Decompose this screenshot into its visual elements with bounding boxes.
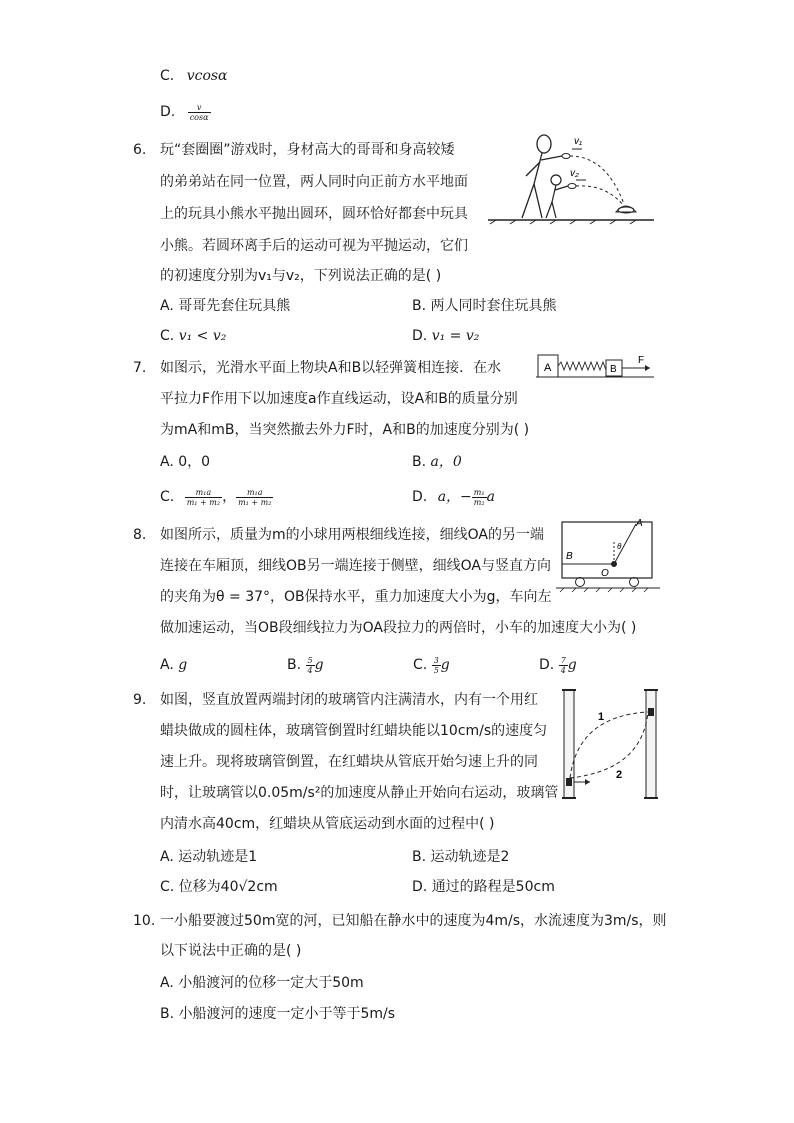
- short-brother-figure: [546, 175, 568, 218]
- q6-option-d: [412, 326, 479, 346]
- velocity-arrowhead: [585, 779, 590, 785]
- label-b: B: [566, 551, 573, 562]
- option-label: D.: [412, 879, 428, 895]
- option-text: g: [178, 657, 188, 673]
- q9-number: 9.: [133, 692, 147, 708]
- label-a: A: [636, 518, 643, 529]
- option-text: 小船渡河的位移一定大于50m: [178, 975, 364, 991]
- q8-option-c: [413, 655, 450, 675]
- option-label: B.: [412, 298, 427, 314]
- q9-option-c: [160, 877, 278, 897]
- option-text: g: [314, 657, 324, 673]
- ring-high: [562, 154, 570, 159]
- q6-option-b: [412, 296, 557, 316]
- option-text: 运动轨迹是2: [430, 849, 510, 865]
- option-separator: ，: [222, 489, 237, 505]
- tube-right: [646, 690, 656, 798]
- q8-option-d: [539, 655, 577, 675]
- option-label: D.: [160, 104, 176, 120]
- fraction-numerator: v: [188, 103, 211, 113]
- q8-line: 的夹角为θ = 37°，OB保持水平，重力加速度大小为g，车向左: [160, 589, 552, 605]
- q8-line: 如图所示，质量为m的小球用两根细线连接，细线OA的另一端: [160, 527, 544, 543]
- label-block-b: B: [610, 364, 617, 375]
- fraction-denominator: m₂: [473, 497, 485, 507]
- option-label: D.: [412, 489, 428, 505]
- option-label: A.: [160, 454, 174, 470]
- q6-option-c: [160, 326, 226, 346]
- label-trajectory-2: 2: [616, 769, 623, 781]
- option-text: a，0: [430, 454, 462, 470]
- option-text: v₁ < v₂: [178, 328, 227, 344]
- label-v2: v₂: [570, 168, 579, 179]
- q5-option-d: [160, 102, 211, 122]
- option-label: C.: [413, 657, 428, 673]
- option-text: a，−: [437, 489, 472, 505]
- option-text: g: [567, 657, 577, 673]
- ring-low: [568, 184, 576, 189]
- option-fraction: [472, 488, 487, 507]
- q8-number: 8.: [133, 527, 147, 543]
- fraction-numerator: 5: [307, 655, 313, 665]
- option-text: 哥哥先套住玩具熊: [178, 298, 291, 314]
- q6-line: 的弟弟站在同一位置，两人同时向正前方水平地面: [160, 174, 468, 190]
- option-label: B.: [160, 1006, 175, 1022]
- road-hatch: [560, 588, 648, 592]
- q6-line: 的初速度分别为v₁与v₂，下列说法正确的是( ): [160, 268, 442, 284]
- q6-line: 小熊。若圆环离手后的运动可视为平抛运动，它们: [160, 238, 468, 254]
- fraction-numerator: 7: [560, 655, 566, 665]
- option-text: 0，0: [178, 454, 211, 470]
- q10-option-b: [160, 1004, 395, 1024]
- trajectory-2: [570, 712, 648, 778]
- force-arrowhead: [645, 365, 650, 371]
- q7-number: 7.: [133, 360, 147, 376]
- q9-line: 内清水高40cm，红蜡块从管底运动到水面的过程中( ): [160, 816, 495, 832]
- q9-option-a: [160, 847, 257, 867]
- fraction-denominator: m₁ + m₂: [238, 497, 272, 507]
- q6-line: 玩“套圈圈”游戏时，身材高大的哥哥和身高较矮: [160, 142, 455, 158]
- label-block-a: A: [544, 362, 552, 374]
- option-label: C.: [160, 328, 175, 344]
- q8-line: 做加速运动，当OB段细线拉力为OA段拉力的两倍时，小车的加速度大小为( ): [160, 620, 637, 636]
- option-text: 运动轨迹是1: [178, 849, 258, 865]
- q7-option-d: [412, 487, 495, 507]
- option-label: C.: [160, 489, 175, 505]
- label-v1: v₁: [574, 136, 583, 147]
- label-theta: θ: [617, 542, 622, 551]
- q5-option-c: [160, 66, 228, 86]
- option-label: A.: [160, 849, 174, 865]
- fraction-denominator: cosα: [189, 112, 209, 122]
- fraction-numerator: m₁a: [236, 488, 273, 498]
- option-text: v₁ = v₂: [431, 328, 480, 344]
- q10-line: 一小船要渡过50m宽的河，已知船在静水中的速度为4m/s，水流速度为3m/s，则: [160, 913, 667, 929]
- wax-block-start: [566, 778, 572, 786]
- q7-line: 如图示，光滑水平面上物块A和B以轻弹簧相连接．在水: [160, 360, 502, 376]
- fraction-numerator: m₁: [473, 487, 485, 497]
- option-label: C.: [160, 68, 175, 84]
- q10-line: 以下说法中正确的是( ): [160, 943, 302, 959]
- fraction-denominator: m₁ + m₂: [186, 497, 221, 507]
- q6-number: 6.: [133, 142, 147, 158]
- q9-line: 速上升。现将玻璃管倒置，在红蜡块从管底开始匀速上升的同: [160, 754, 538, 770]
- q8-line: 连接在车厢顶，细线OB另一端连接于侧壁，细线OA与竖直方向: [160, 558, 551, 574]
- fraction-numerator: 3: [433, 655, 439, 665]
- q9-option-d: [412, 877, 555, 897]
- option-text: 通过的路程是50cm: [431, 879, 555, 895]
- option-text: 位移为40√2cm: [178, 879, 278, 895]
- q7-option-a: [160, 452, 210, 472]
- option-fraction: [185, 488, 222, 507]
- label-o: O: [601, 568, 609, 579]
- q8-option-b: [287, 655, 324, 675]
- option-text: a: [486, 489, 495, 505]
- option-label: A.: [160, 975, 174, 991]
- option-label: B.: [287, 657, 302, 673]
- q8-option-a: [160, 655, 187, 675]
- q6-line: 上的玩具小熊水平抛出圆环，圆环恰好都套中玩具: [160, 206, 468, 222]
- option-label: B.: [412, 454, 427, 470]
- q9-line: 如图，竖直放置两端封闭的玻璃管内注满清水，内有一个用红: [160, 692, 538, 708]
- fraction-numerator: m₁a: [185, 488, 222, 498]
- q7-line: 为mA和mB，当突然撤去外力F时，A和B的加速度分别为( ): [160, 422, 530, 438]
- option-fraction: [432, 656, 441, 675]
- option-label: A.: [160, 298, 174, 314]
- option-text: vcosα: [186, 68, 228, 84]
- fraction-denominator: 4: [307, 665, 313, 675]
- trajectory-1: [570, 712, 648, 778]
- option-label: C.: [160, 879, 175, 895]
- option-text: 两人同时套住玩具熊: [430, 298, 557, 314]
- q7-option-c: [160, 487, 273, 507]
- q6-option-a: [160, 296, 290, 316]
- fraction-denominator: 4: [560, 665, 566, 675]
- q10-number: 10.: [133, 913, 156, 929]
- wheel-right: [630, 578, 639, 587]
- option-fraction: [306, 656, 315, 675]
- tall-brother-figure: [522, 135, 562, 218]
- option-fraction: [236, 488, 273, 507]
- option-label: A.: [160, 657, 174, 673]
- option-label: B.: [412, 849, 427, 865]
- label-f: F: [638, 355, 645, 366]
- q7-figure-spring: [536, 352, 656, 382]
- option-text: g: [440, 657, 450, 673]
- label-trajectory-1: 1: [598, 711, 605, 723]
- option-label: D.: [539, 657, 555, 673]
- wheel-left: [576, 578, 585, 587]
- option-fraction: [559, 656, 568, 675]
- q9-option-b: [412, 847, 509, 867]
- q10-option-a: [160, 973, 364, 993]
- q9-line: 时，让玻璃管以0.05m/s²的加速度从静止开始向右运动，玻璃管: [160, 785, 559, 801]
- wax-block-end: [648, 708, 654, 716]
- fraction-denominator: 5: [433, 665, 439, 675]
- q7-option-b: [412, 452, 462, 472]
- option-label: D.: [412, 328, 428, 344]
- q9-figure-glass-tube: [558, 686, 662, 802]
- q6-figure-ring-toss: [486, 132, 656, 224]
- option-fraction: [188, 103, 211, 122]
- q8-figure-cart: [556, 518, 660, 594]
- q7-line: 平拉力F作用下以加速度a作直线运动，设A和B的质量分别: [160, 391, 518, 407]
- ball: [611, 561, 617, 567]
- q9-line: 蜡块做成的圆柱体，玻璃管倒置时红蜡块能以10cm/s的速度匀: [160, 723, 548, 739]
- option-text: 小船渡河的速度一定小于等于5m/s: [178, 1006, 396, 1022]
